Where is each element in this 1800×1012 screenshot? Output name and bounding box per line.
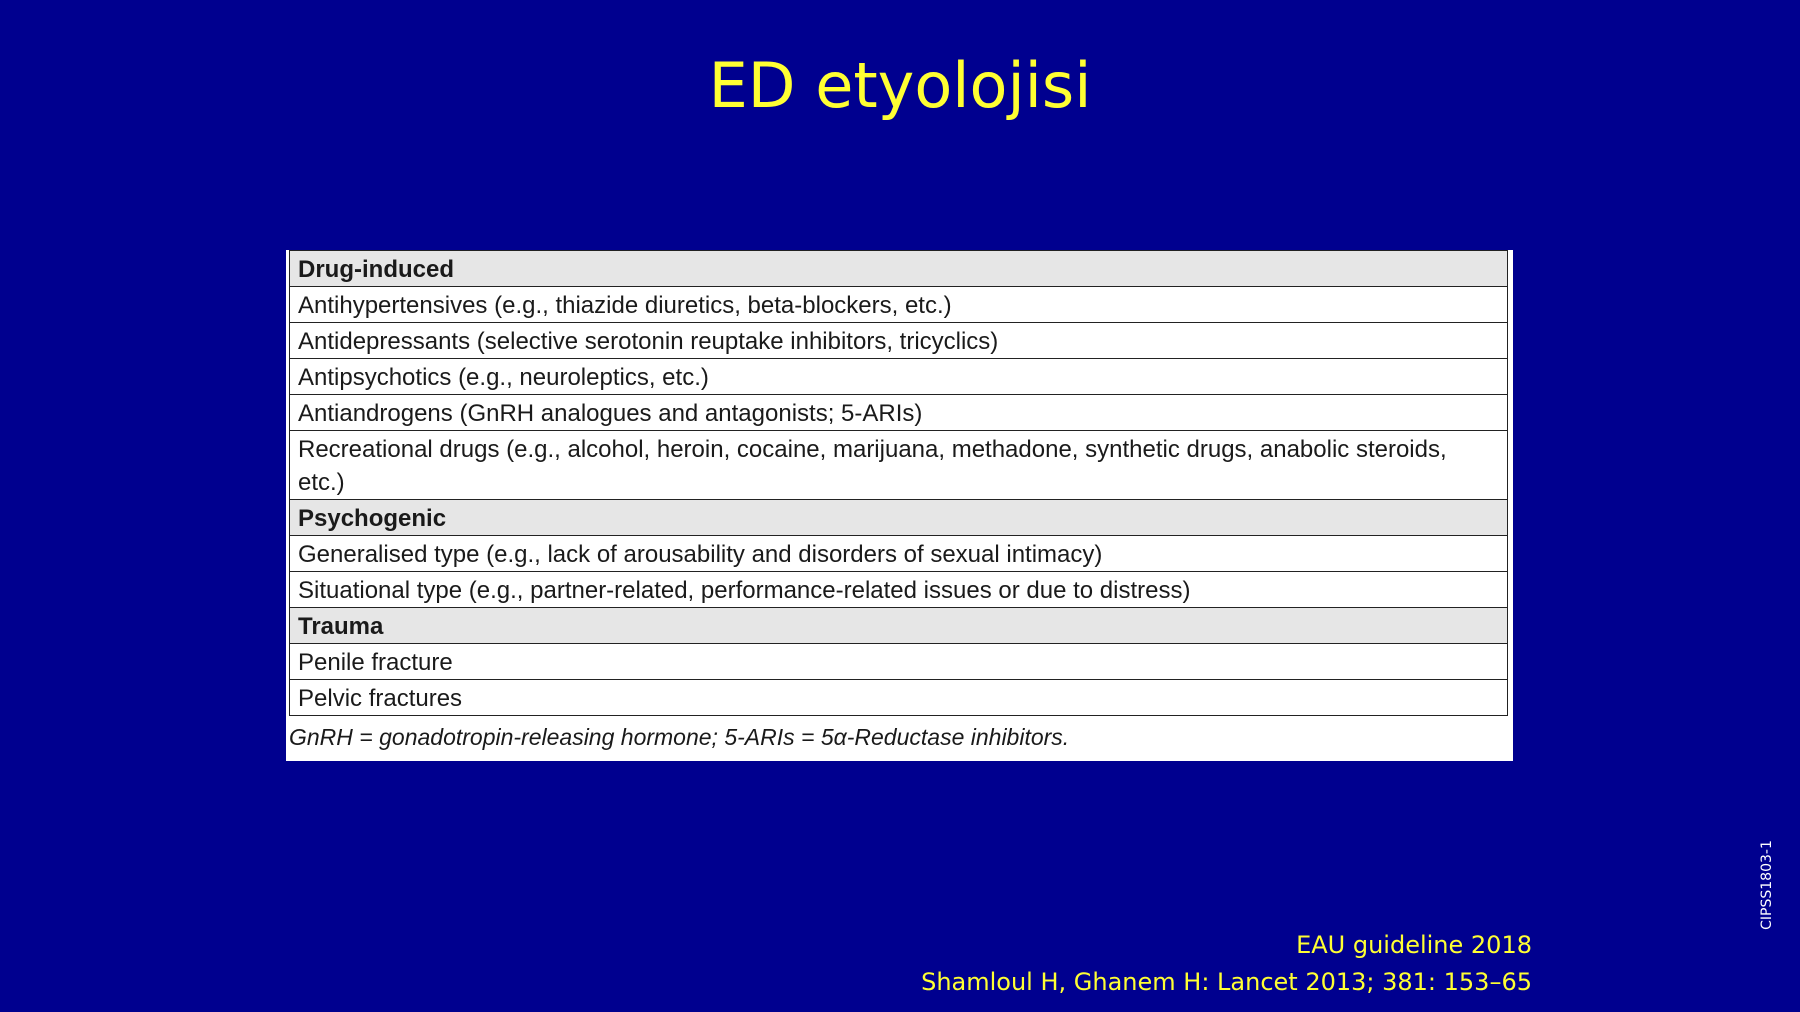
section-header-psychogenic: Psychogenic [290,500,1508,536]
slide-code-label: CIPSS1803-1 [1759,840,1775,930]
table-row [290,536,1508,572]
table-cell: Antidepressants (selective serotonin reuptake inhibitors, tricyclics) [290,323,1508,359]
references [921,927,1532,1001]
table-cell: Situational type (e.g., partner-related, performance-related issues or due to distress) [290,572,1508,608]
table-row [290,359,1508,395]
etiology-table-panel [286,250,1513,761]
table-cell: Antiandrogens (GnRH analogues and antagonists; 5-ARIs) [290,395,1508,431]
table-row [290,323,1508,359]
table-cell: Antihypertensives (e.g., thiazide diuretics, beta-blockers, etc.) [290,287,1508,323]
table-row [290,251,1508,287]
slide-title: ED etyolojisi [708,49,1092,122]
table-row [290,644,1508,680]
table-cell: Penile fracture [290,644,1508,680]
table-footnote: GnRH = gonadotropin-releasing hormone; 5-ARIs = 5α-Reductase inhibitors. [289,724,1070,750]
etiology-table [289,250,1508,716]
reference-citation: Shamloul H, Ghanem H: Lancet 2013; 381: 153–65 [921,968,1532,996]
table-row [290,608,1508,644]
table-row [290,500,1508,536]
section-header-drug-induced: Drug-induced [290,251,1508,287]
section-header-trauma: Trauma [290,608,1508,644]
table-row [290,572,1508,608]
table-cell: Recreational drugs (e.g., alcohol, heroin, cocaine, marijuana, methadone, synthetic drugs, anabolic steroids, etc.) [290,431,1508,500]
table-row [290,431,1508,500]
table-row [290,287,1508,323]
table-row [290,680,1508,716]
table-row [290,395,1508,431]
table-cell: Pelvic fractures [290,680,1508,716]
table-cell: Antipsychotics (e.g., neuroleptics, etc.) [290,359,1508,395]
reference-guideline: EAU guideline 2018 [1296,931,1532,959]
table-cell: Generalised type (e.g., lack of arousability and disorders of sexual intimacy) [290,536,1508,572]
